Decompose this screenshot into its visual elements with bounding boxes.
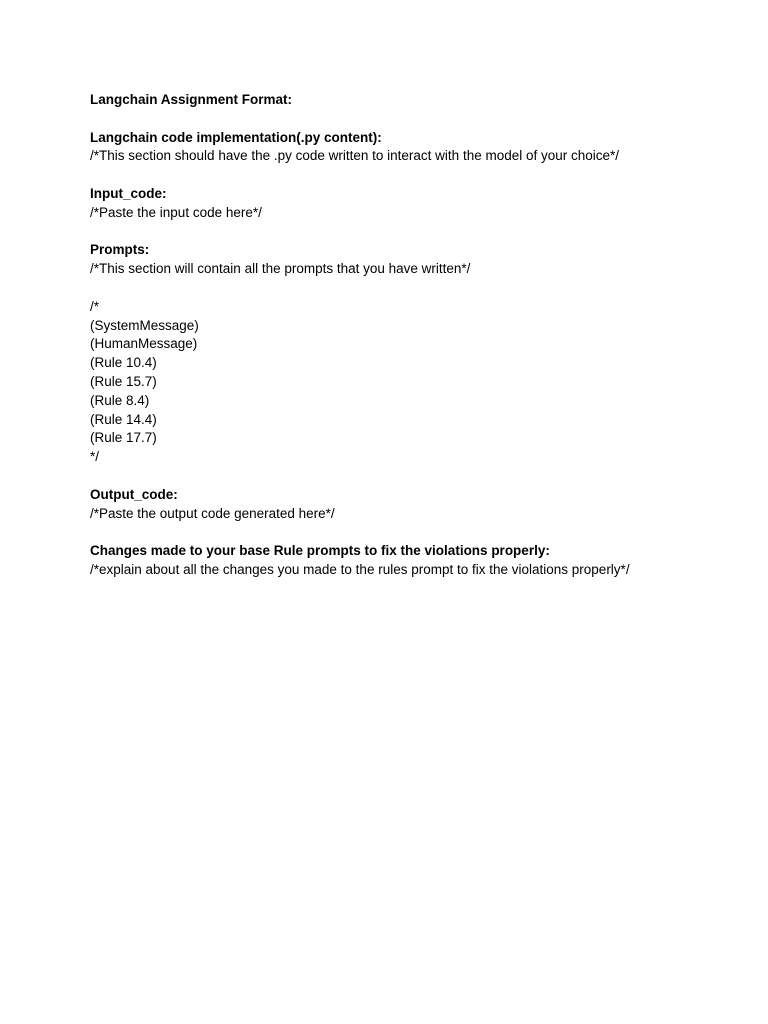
- spacer: [90, 279, 730, 298]
- prompts-heading: Prompts:: [90, 242, 150, 258]
- input-code-body: /*Paste the input code here*/: [90, 204, 262, 220]
- implementation-body: /*This section should have the .py code written to interact with the model of your choice*/: [90, 148, 620, 164]
- spacer: [90, 166, 730, 185]
- spacer: [90, 467, 730, 486]
- spacer: [90, 223, 730, 242]
- spacer: [90, 110, 730, 129]
- prompt-item: (SystemMessage): [90, 317, 199, 333]
- prompt-item: (Rule 17.7): [90, 430, 157, 446]
- prompt-item: (Rule 15.7): [90, 373, 157, 389]
- document-page: [90, 91, 730, 580]
- output-code-body: /*Paste the output code generated here*/: [90, 505, 335, 521]
- prompts-body: /*This section will contain all the prompts that you have written*/: [90, 261, 471, 277]
- prompt-item: (Rule 10.4): [90, 355, 157, 371]
- prompt-item: (HumanMessage): [90, 336, 198, 352]
- implementation-heading: Langchain code implementation(.py content):: [90, 129, 382, 145]
- input-code-heading: Input_code:: [90, 185, 167, 201]
- prompts-block-open: /*: [90, 298, 100, 314]
- output-code-heading: Output_code:: [90, 486, 178, 502]
- prompt-item: (Rule 8.4): [90, 392, 150, 408]
- prompt-item: (Rule 14.4): [90, 411, 157, 427]
- changes-body: /*explain about all the changes you made to the rules prompt to fix the violations properly*/: [90, 561, 630, 577]
- document-title: Langchain Assignment Format:: [90, 92, 293, 107]
- prompts-block-close: */: [90, 449, 100, 465]
- spacer: [90, 523, 730, 542]
- changes-heading: Changes made to your base Rule prompts to fix the violations properly:: [90, 543, 550, 559]
